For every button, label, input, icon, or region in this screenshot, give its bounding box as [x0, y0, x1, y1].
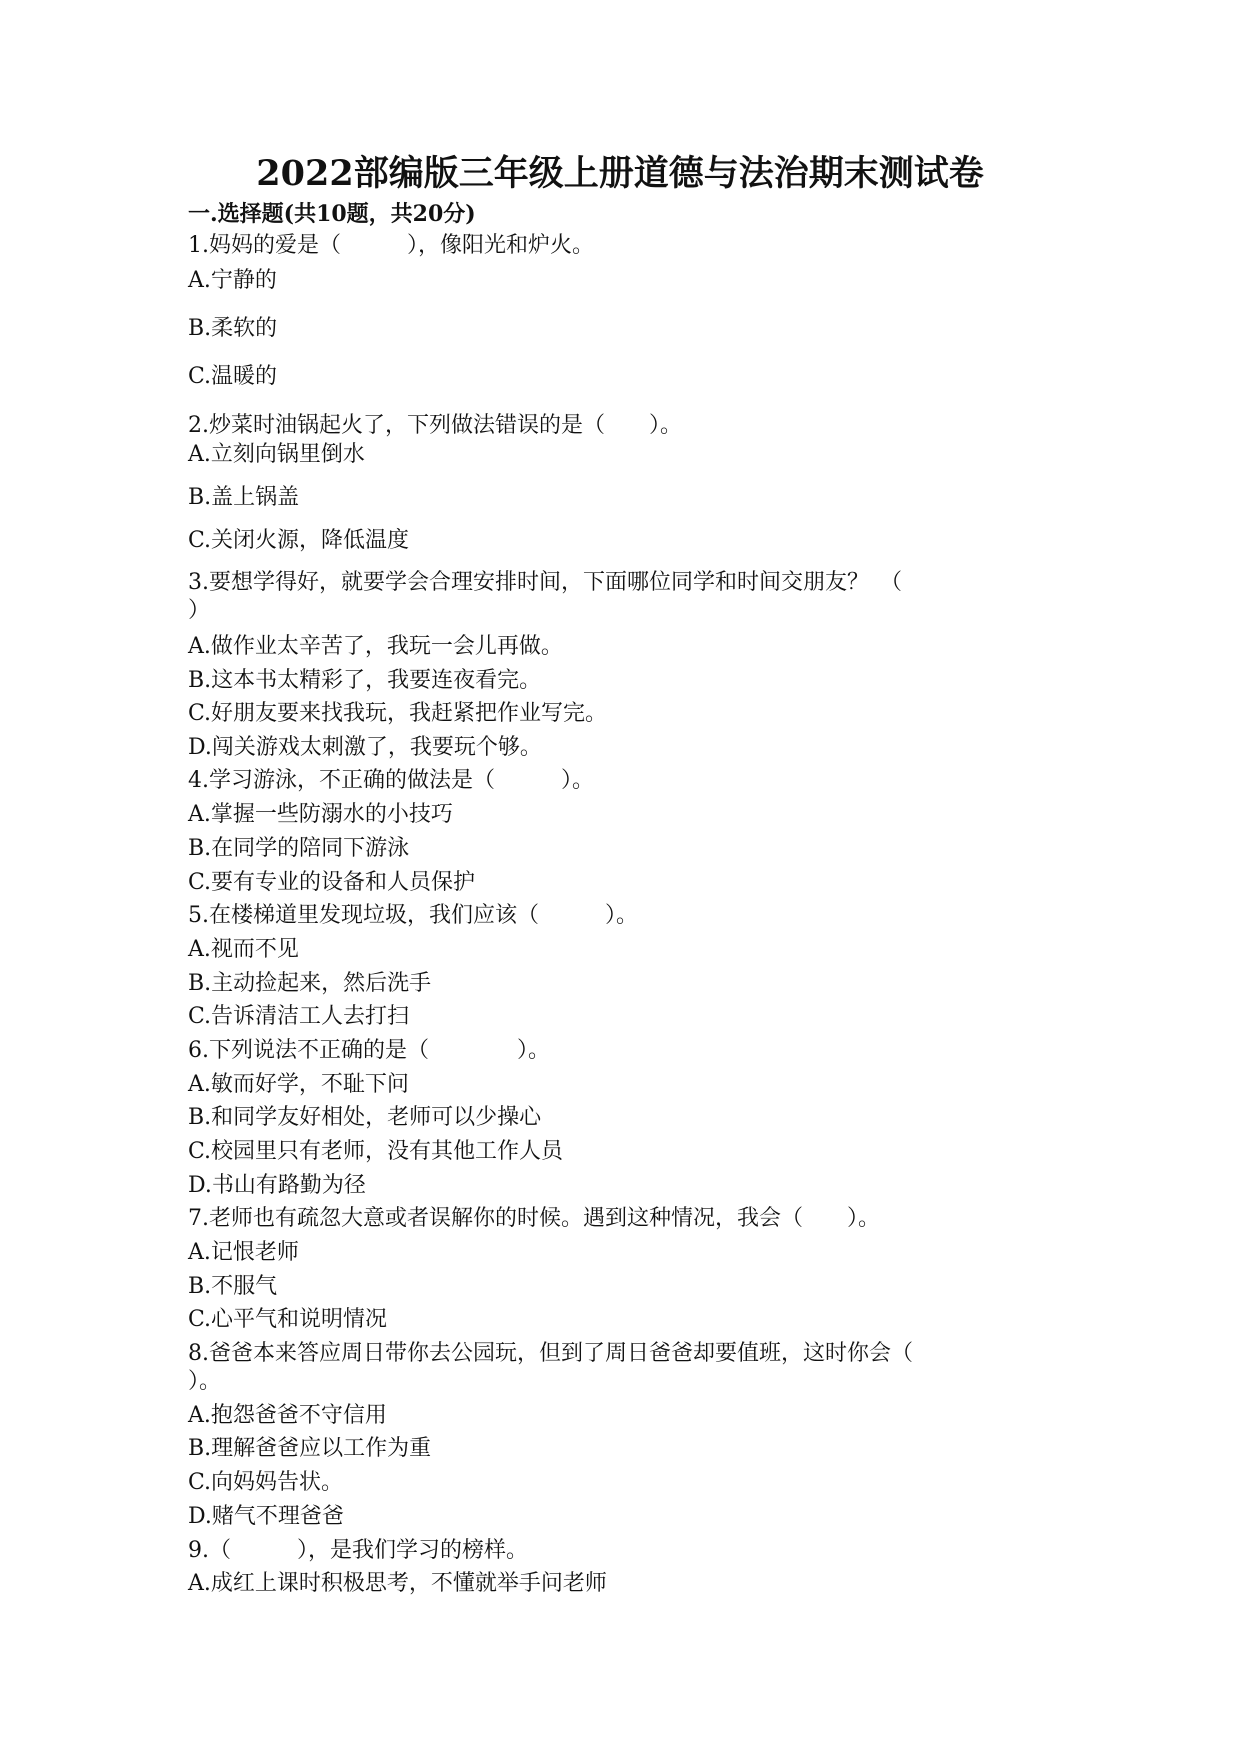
question-2-option-a: A.立刻向锅里倒水 — [188, 442, 365, 467]
question-1-option-c: C.温暖的 — [188, 364, 278, 389]
question-3-stem-continued: ） — [188, 598, 211, 623]
question-3-option-b: B.这本书太精彩了，我要连夜看完。 — [188, 668, 542, 693]
question-8-option-b: B.理解爸爸应以工作为重 — [188, 1436, 432, 1461]
question-2-stem: 2.炒菜时油锅起火了，下列做法错误的是（ ）。 — [188, 413, 682, 438]
question-7-option-c: C.心平气和说明情况 — [188, 1307, 388, 1332]
question-1-option-b: B.柔软的 — [188, 316, 278, 341]
question-7-option-a: A.记恨老师 — [188, 1240, 299, 1265]
question-6-option-c: C.校园里只有老师，没有其他工作人员 — [188, 1139, 564, 1164]
question-2-option-b: B.盖上锅盖 — [188, 485, 300, 510]
question-7-stem: 7.老师也有疏忽大意或者误解你的时候。遇到这种情况，我会（ ）。 — [188, 1206, 880, 1231]
question-8-option-d: D.赌气不理爸爸 — [188, 1504, 344, 1529]
question-3-option-d: D.闯关游戏太刺激了，我要玩个够。 — [188, 735, 542, 760]
question-3-stem: 3.要想学得好，就要学会合理安排时间，下面哪位同学和时间交朋友？ （ — [188, 570, 902, 595]
question-1-option-a: A.宁静的 — [188, 268, 277, 293]
question-5-option-b: B.主动捡起来，然后洗手 — [188, 971, 432, 996]
question-4-option-b: B.在同学的陪同下游泳 — [188, 836, 410, 861]
exam-title: 2022部编版三年级上册道德与法治期末测试卷 — [256, 153, 984, 194]
section-heading: 一.选择题(共10题，共20分) — [188, 201, 476, 227]
question-9-stem: 9.（ ），是我们学习的榜样。 — [188, 1538, 528, 1563]
question-6-stem: 6.下列说法不正确的是（ ）。 — [188, 1038, 550, 1063]
question-5-option-c: C.告诉清洁工人去打扫 — [188, 1004, 410, 1029]
question-5-option-a: A.视而不见 — [188, 937, 299, 962]
question-6-option-d: D.书山有路勤为径 — [188, 1173, 366, 1198]
question-9-option-a: A.成红上课时积极思考，不懂就举手问老师 — [188, 1571, 607, 1596]
question-5-stem: 5.在楼梯道里发现垃圾，我们应该（ ）。 — [188, 903, 638, 928]
question-8-stem: 8.爸爸本来答应周日带你去公园玩，但到了周日爸爸却要值班，这时你会（ — [188, 1341, 913, 1366]
question-3-option-a: A.做作业太辛苦了，我玩一会儿再做。 — [188, 634, 563, 659]
question-8-option-c: C.向妈妈告状。 — [188, 1470, 344, 1495]
question-6-option-a: A.敏而好学，不耻下问 — [188, 1072, 409, 1097]
question-1-stem: 1.妈妈的爱是（ ），像阳光和炉火。 — [188, 233, 594, 258]
question-3-option-c: C.好朋友要来找我玩，我赶紧把作业写完。 — [188, 701, 608, 726]
question-6-option-b: B.和同学友好相处，老师可以少操心 — [188, 1105, 542, 1130]
question-4-option-a: A.掌握一些防溺水的小技巧 — [188, 802, 453, 827]
question-4-option-c: C.要有专业的设备和人员保护 — [188, 870, 476, 895]
question-8-option-a: A.抱怨爸爸不守信用 — [188, 1403, 387, 1428]
question-4-stem: 4.学习游泳，不正确的做法是（ ）。 — [188, 768, 594, 793]
question-8-stem-continued: ）。 — [188, 1369, 222, 1394]
question-7-option-b: B.不服气 — [188, 1274, 278, 1299]
question-2-option-c: C.关闭火源，降低温度 — [188, 528, 410, 553]
